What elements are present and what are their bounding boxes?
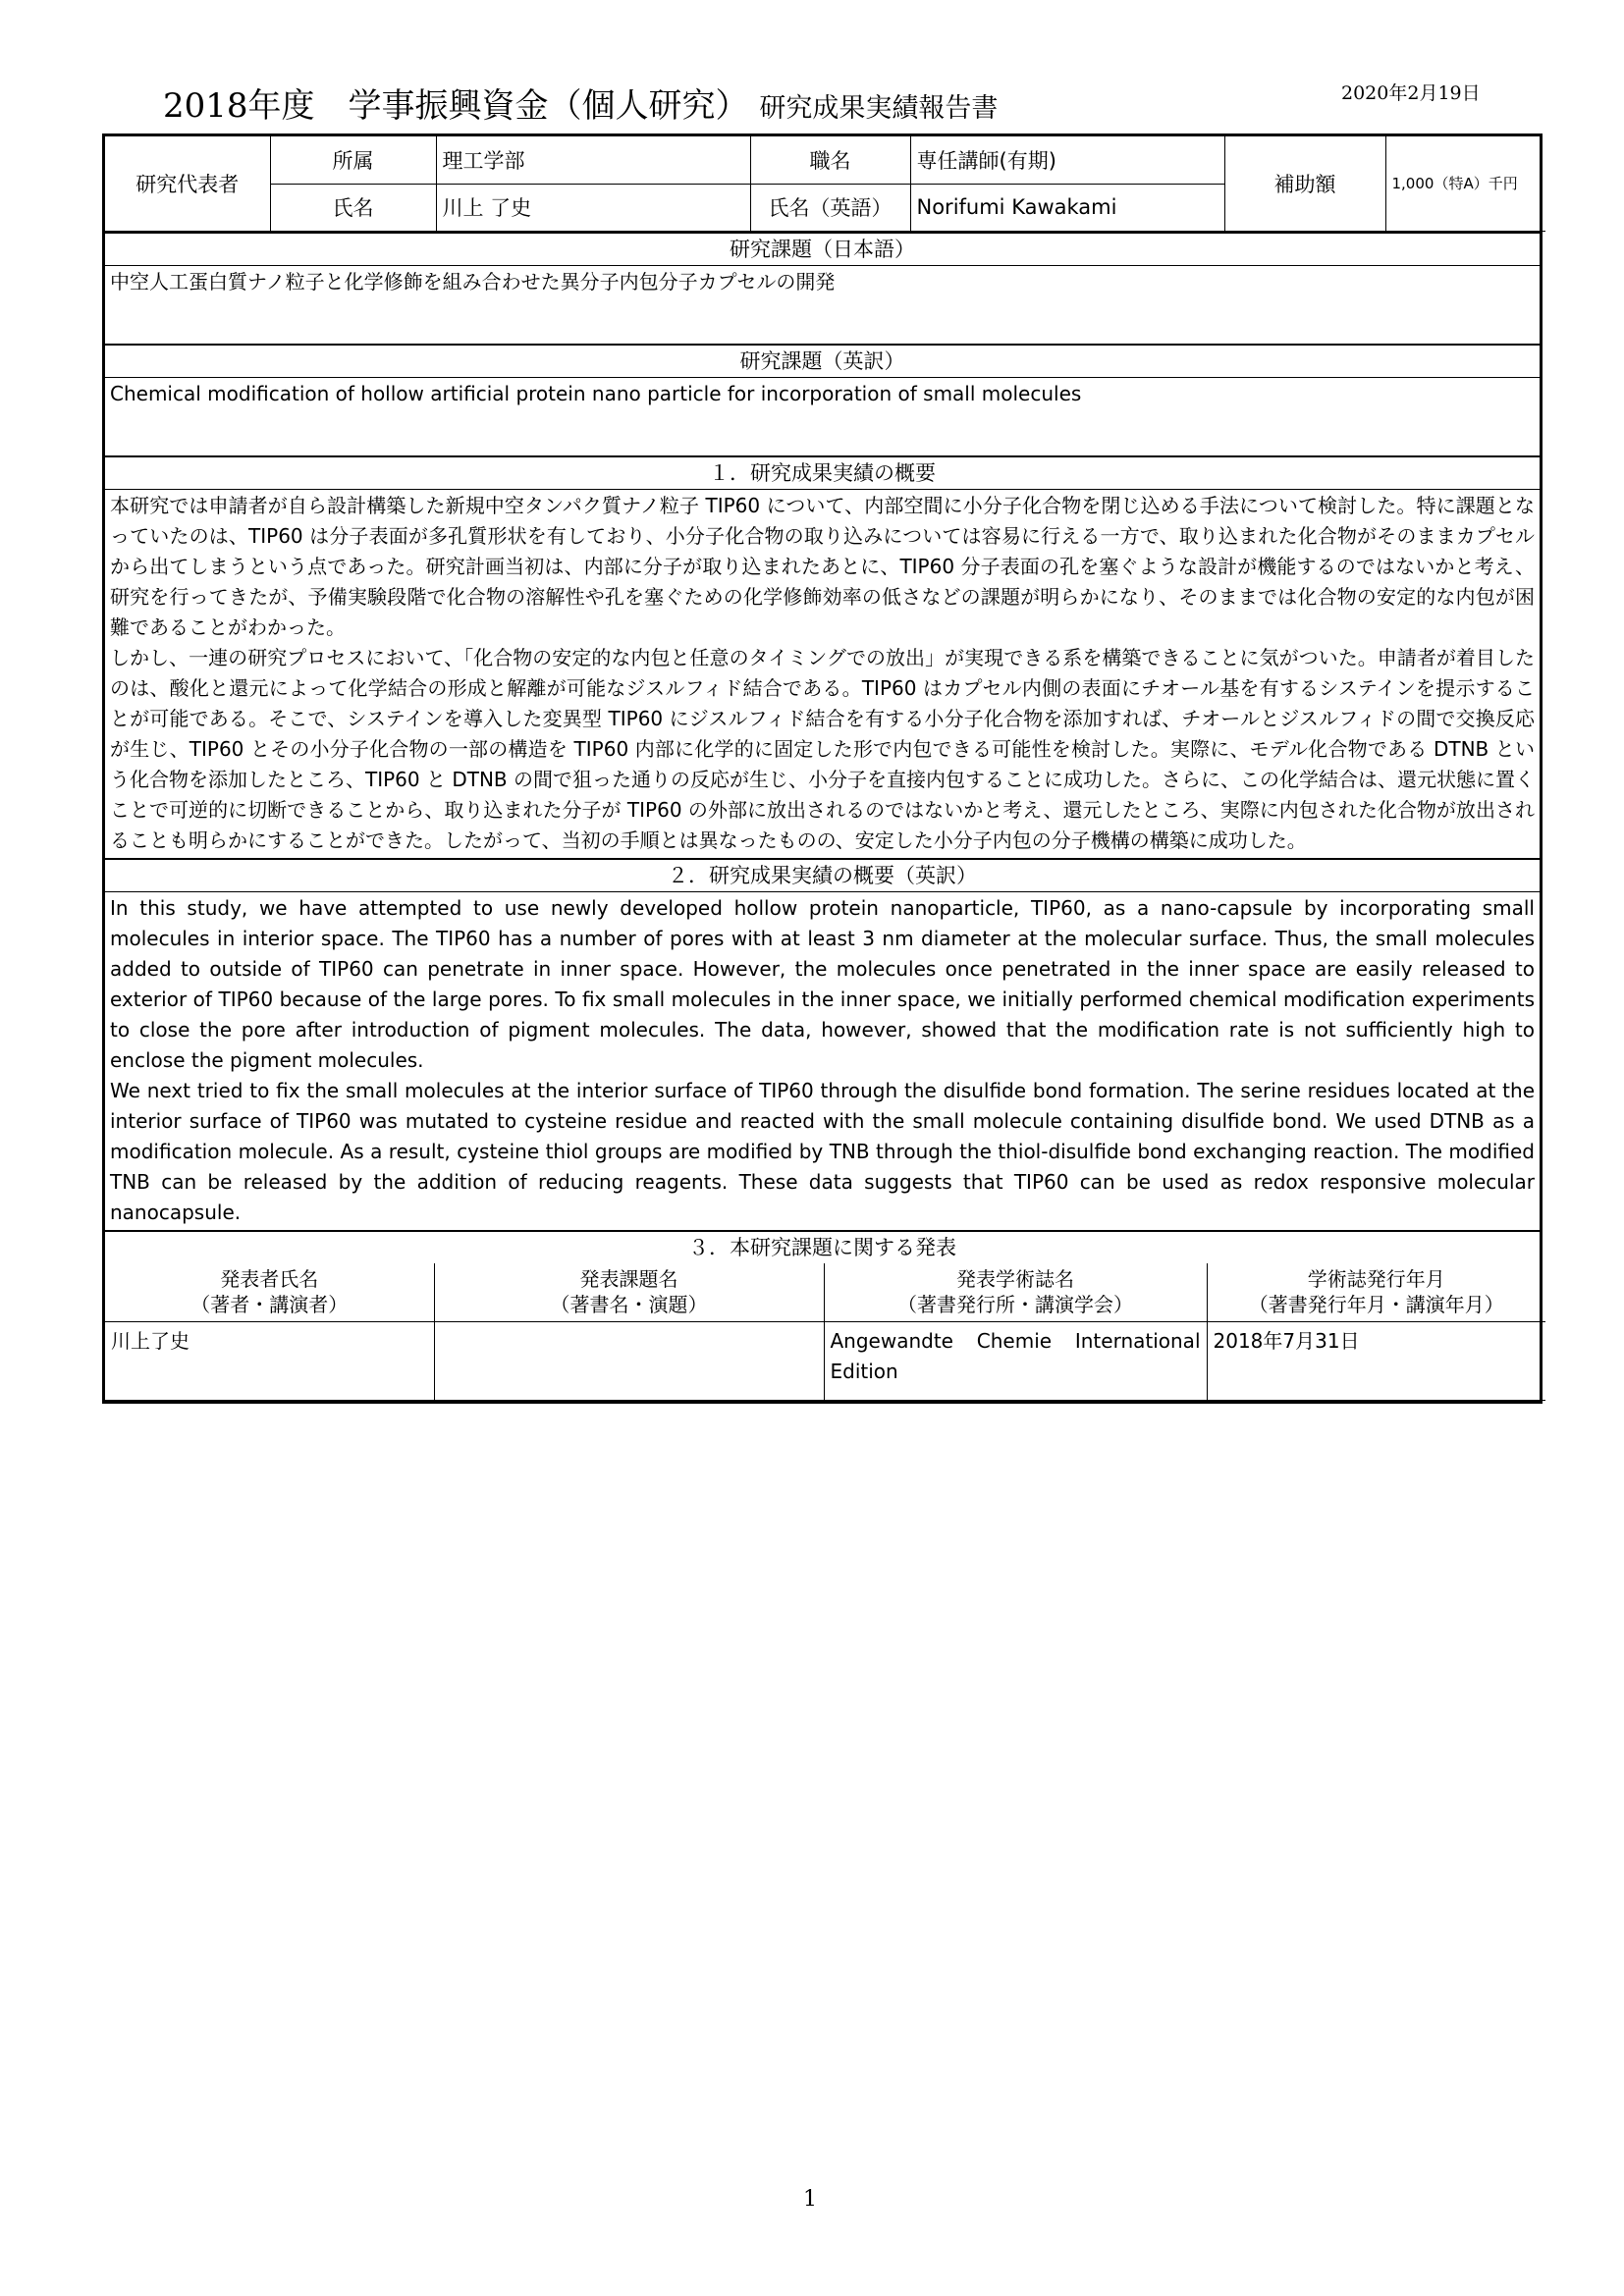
name-en-label: 氏名（英語） bbox=[750, 184, 910, 231]
topic-header-line1: 発表課題名 bbox=[579, 1267, 678, 1292]
table-row bbox=[105, 1322, 1545, 1401]
title-ja-text: 中空人工蛋白質ナノ粒子と化学修飾を組み合わせた異分子内包分子カプセルの開発 bbox=[105, 265, 1540, 344]
journal-header-line1: 発表学術誌名 bbox=[956, 1267, 1074, 1292]
report-form bbox=[102, 133, 1543, 1404]
publications-heading: ３．本研究課題に関する発表 bbox=[105, 1230, 1540, 1263]
summary-en-heading: ２．研究成果実績の概要（英訳） bbox=[105, 858, 1540, 891]
presenter-cell: 川上了史 bbox=[105, 1322, 434, 1401]
representative-label: 研究代表者 bbox=[105, 136, 270, 231]
name-en-value: Norifumi Kawakami bbox=[910, 184, 1224, 231]
pub-date-header-line1: 学術誌発行年月 bbox=[1307, 1267, 1445, 1292]
journal-header-line2: （著書発行所・講演学会） bbox=[897, 1293, 1133, 1317]
topic-header-line2: （著書名・演題） bbox=[550, 1293, 708, 1317]
affiliation-label: 所属 bbox=[270, 136, 436, 184]
pub-date-cell: 2018年7月31日 bbox=[1207, 1322, 1545, 1401]
report-title bbox=[163, 79, 998, 127]
name-value: 川上 了史 bbox=[436, 184, 750, 231]
topic-header bbox=[434, 1263, 824, 1322]
researcher-info-table bbox=[105, 136, 1545, 232]
title-en-text: Chemical modification of hollow artificial protein nano particle for incorporation of small molecules bbox=[105, 377, 1540, 455]
presenter-header-line2: （著者・講演者） bbox=[190, 1293, 349, 1317]
page-number: 1 bbox=[803, 2187, 817, 2212]
name-label: 氏名 bbox=[270, 184, 436, 231]
position-label: 職名 bbox=[750, 136, 910, 184]
title-ja-heading: 研究課題（日本語） bbox=[105, 232, 1540, 265]
journal-cell: Angewandte Chemie International Edition bbox=[824, 1322, 1207, 1401]
position-value: 専任講師(有期) bbox=[910, 136, 1224, 184]
grant-value: 1,000（特A）千円 bbox=[1385, 136, 1545, 231]
report-date: 2020年2月19日 bbox=[1341, 82, 1481, 104]
summary-en-text: In this study, we have attempted to use newly developed hollow protein nanoparticle, TIP60, as a nano-capsule by incorporating small molecules in interior space. The TIP60 has a number of pores with at least 3 nm diameter at the molecular surface. Thus, the small molecules added to outside of TIP60 can penetrate in inner space. However, the molecules once penetrated in the inner space are easily released to exterior of TIP60 because of the large pores. To fix small molecules in the inner space, we initially performed chemical modification experiments to close the pore after introduction of pigment molecules. The data, however, showed that the modification rate is not sufficiently high to enclose the pigment molecules. We next tried to fix the small molecules at the interior surface of TIP60 through the disulfide bond formation. The serine residues located at the interior surface of TIP60 was mutated to cysteine residue and reacted with the small molecule containing disulfide bond. We used DTNB as a modification molecule. As a result, cysteine thiol groups are modified by TNB through the thiol-disulfide bond exchanging reaction. The modified TNB can be released by the addition of reducing reagents. These data suggests that TIP60 can be used as redox responsive molecular nanocapsule. bbox=[105, 891, 1540, 1230]
pub-date-header bbox=[1207, 1263, 1545, 1322]
report-title-main: 2018年度 学事振興資金（個人研究） bbox=[163, 86, 749, 126]
pub-date-header-line2: （著書発行年月・講演年月） bbox=[1248, 1293, 1504, 1317]
presenter-header-line1: 発表者氏名 bbox=[220, 1267, 319, 1292]
affiliation-value: 理工学部 bbox=[436, 136, 750, 184]
presenter-header bbox=[105, 1263, 434, 1322]
journal-header bbox=[824, 1263, 1207, 1322]
topic-cell bbox=[434, 1322, 824, 1401]
title-en-heading: 研究課題（英訳） bbox=[105, 344, 1540, 377]
report-title-sub: 研究成果実績報告書 bbox=[759, 93, 999, 124]
summary-ja-text: 本研究では申請者が自ら設計構築した新規中空タンパク質ナノ粒子 TIP60 について、内部空間に小分子化合物を閉じ込める手法について検討した。特に課題となっていたのは、TIP60 は分子表面が多孔質形状を有しており、小分子化合物の取り込みについては容易に行える一方で、取り込まれた化合物がそのままカプセルから出てしまうという点であった。研究計画当初は、内部に分子が取り込まれたあとに、TIP60 分子表面の孔を塞ぐような設計が機能するのではないかと考え、研究を行ってきたが、予備実験段階で化合物の溶解性や孔を塞ぐための化学修飾効率の低さなどの課題が明らかになり、そのままでは化合物の安定的な内包が困難であることがわかった。 しかし、一連の研究プロセスにおいて、「化合物の安定的な内包と任意のタイミングでの放出」が実現できる系を構築できることに気がついた。申請者が着目したのは、酸化と還元によって化学結合の形成と解離が可能なジスルフィド結合である。TIP60 はカプセル内側の表面にチオール基を有するシステインを提示することが可能である。そこで、システインを導入した変異型 TIP60 にジスルフィド結合を有する小分子化合物を添加すれば、チオールとジスルフィドの間で交換反応が生じ、TIP60 とその小分子化合物の一部の構造を TIP60 内部に化学的に固定した形で内包できる可能性を検討した。実際に、モデル化合物である DTNB という化合物を添加したところ、TIP60 と DTNB の間で狙った通りの反応が生じ、小分子を直接内包することに成功した。さらに、この化学結合は、還元状態に置くことで可逆的に切断できることから、取り込まれた分子が TIP60 の外部に放出されるのではないかと考え、還元したところ、実際に内包された化合物が放出されることも明らかにすることができた。したがって、当初の手順とは異なったものの、安定した小分子内包の分子機構の構築に成功した。 bbox=[105, 489, 1540, 858]
publications-table bbox=[105, 1263, 1545, 1402]
grant-label: 補助額 bbox=[1224, 136, 1385, 231]
summary-ja-heading: １．研究成果実績の概要 bbox=[105, 455, 1540, 489]
